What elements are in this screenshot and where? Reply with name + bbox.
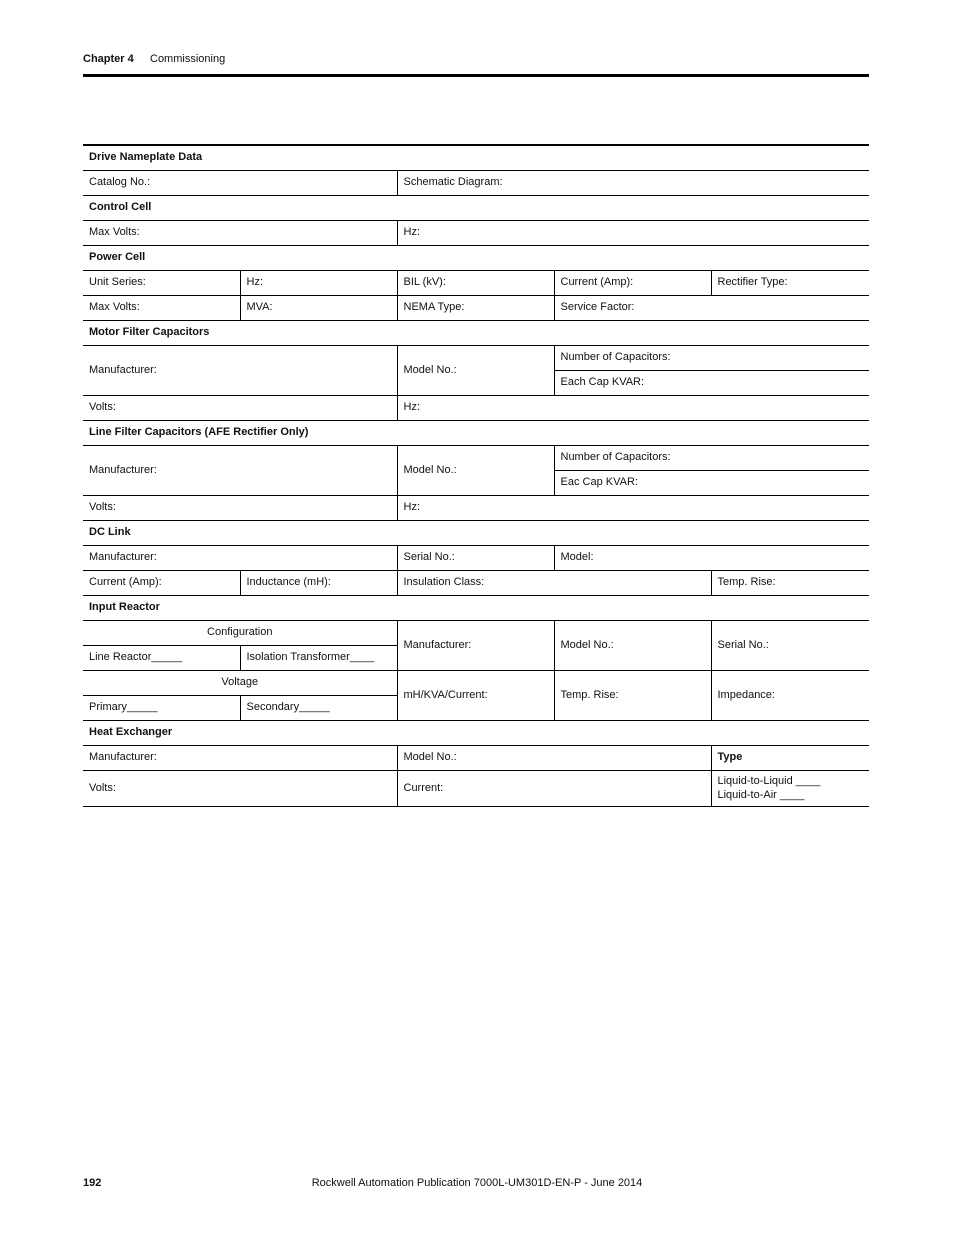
field-reactor-serial[interactable]: Serial No.: bbox=[711, 621, 869, 671]
section-row bbox=[83, 145, 869, 171]
section-title-motor-filter: Motor Filter Capacitors bbox=[83, 321, 869, 346]
field-heat-exchanger-volts[interactable]: Volts: bbox=[83, 771, 397, 807]
section-row bbox=[83, 321, 869, 346]
option-liquid-to-air[interactable]: Liquid-to-Air ____ bbox=[717, 788, 805, 801]
table-row bbox=[83, 346, 869, 371]
configuration-label: Configuration bbox=[83, 621, 397, 646]
section-title-line-filter: Line Filter Capacitors (AFE Rectifier Only) bbox=[83, 421, 869, 446]
field-line-reactor[interactable]: Line Reactor_____ bbox=[83, 646, 240, 671]
table-row bbox=[83, 271, 869, 296]
section-label: Commissioning bbox=[150, 53, 226, 65]
field-reactor-temp-rise[interactable]: Temp. Rise: bbox=[554, 671, 711, 721]
section-row bbox=[83, 246, 869, 271]
field-schematic-diagram[interactable]: Schematic Diagram: bbox=[397, 171, 869, 196]
field-rectifier-type[interactable]: Rectifier Type: bbox=[711, 271, 869, 296]
field-dc-link-model[interactable]: Model: bbox=[554, 546, 869, 571]
field-motor-filter-manufacturer[interactable]: Manufacturer: bbox=[83, 346, 397, 396]
table-row bbox=[83, 396, 869, 421]
field-secondary[interactable]: Secondary_____ bbox=[240, 696, 397, 721]
field-impedance[interactable]: Impedance: bbox=[711, 671, 869, 721]
field-line-filter-volts[interactable]: Volts: bbox=[83, 496, 397, 521]
field-dc-link-manufacturer[interactable]: Manufacturer: bbox=[83, 546, 397, 571]
field-power-max-volts[interactable]: Max Volts: bbox=[83, 296, 240, 321]
field-reactor-manufacturer[interactable]: Manufacturer: bbox=[397, 621, 554, 671]
field-line-filter-manufacturer[interactable]: Manufacturer: bbox=[83, 446, 397, 496]
field-catalog-no[interactable]: Catalog No.: bbox=[83, 171, 397, 196]
field-heat-exchanger-manufacturer[interactable]: Manufacturer: bbox=[83, 746, 397, 771]
section-row bbox=[83, 521, 869, 546]
field-power-current[interactable]: Current (Amp): bbox=[554, 271, 711, 296]
field-isolation-transformer[interactable]: Isolation Transformer____ bbox=[240, 646, 397, 671]
table-row bbox=[83, 546, 869, 571]
type-options bbox=[711, 771, 869, 807]
option-liquid-to-liquid[interactable]: Liquid-to-Liquid ____ bbox=[717, 775, 821, 788]
type-label: Type bbox=[711, 746, 869, 771]
field-dc-link-current[interactable]: Current (Amp): bbox=[83, 571, 240, 596]
field-mh-kva-current[interactable]: mH/KVA/Current: bbox=[397, 671, 554, 721]
field-dc-link-temp-rise[interactable]: Temp. Rise: bbox=[711, 571, 869, 596]
field-line-filter-num-caps[interactable]: Number of Capacitors: bbox=[554, 446, 869, 471]
field-motor-filter-model[interactable]: Model No.: bbox=[397, 346, 554, 396]
section-title-input-reactor: Input Reactor bbox=[83, 596, 869, 621]
field-dc-link-inductance[interactable]: Inductance (mH): bbox=[240, 571, 397, 596]
field-control-max-volts[interactable]: Max Volts: bbox=[83, 221, 397, 246]
page-number: 192 bbox=[83, 1177, 102, 1189]
nameplate-form-table bbox=[83, 144, 869, 807]
field-control-hz[interactable]: Hz: bbox=[397, 221, 869, 246]
table-row bbox=[83, 746, 869, 771]
field-mva[interactable]: MVA: bbox=[240, 296, 397, 321]
section-title-heat-exchanger: Heat Exchanger bbox=[83, 721, 869, 746]
section-title-dc-link: DC Link bbox=[83, 521, 869, 546]
field-nema-type[interactable]: NEMA Type: bbox=[397, 296, 554, 321]
table-row bbox=[83, 671, 869, 696]
section-row bbox=[83, 596, 869, 621]
table-row bbox=[83, 446, 869, 471]
field-service-factor[interactable]: Service Factor: bbox=[554, 296, 869, 321]
table-row bbox=[83, 171, 869, 196]
field-power-hz[interactable]: Hz: bbox=[240, 271, 397, 296]
voltage-label: Voltage bbox=[83, 671, 397, 696]
publication-info: Rockwell Automation Publication 7000L-UM301D-EN-P - June 2014 bbox=[311, 1177, 643, 1189]
field-reactor-model[interactable]: Model No.: bbox=[554, 621, 711, 671]
field-line-filter-each-cap[interactable]: Eac Cap KVAR: bbox=[554, 471, 869, 496]
section-title-control-cell: Control Cell bbox=[83, 196, 869, 221]
field-line-filter-model[interactable]: Model No.: bbox=[397, 446, 554, 496]
table-row bbox=[83, 621, 869, 646]
field-unit-series[interactable]: Unit Series: bbox=[83, 271, 240, 296]
field-motor-filter-each-cap[interactable]: Each Cap KVAR: bbox=[554, 371, 869, 396]
table-row bbox=[83, 771, 869, 807]
section-row bbox=[83, 196, 869, 221]
field-motor-filter-num-caps[interactable]: Number of Capacitors: bbox=[554, 346, 869, 371]
section-title-drive-nameplate: Drive Nameplate Data bbox=[83, 145, 869, 171]
field-heat-exchanger-model[interactable]: Model No.: bbox=[397, 746, 711, 771]
chapter-label: Chapter 4 bbox=[83, 53, 134, 65]
field-motor-filter-hz[interactable]: Hz: bbox=[397, 396, 869, 421]
table-row bbox=[83, 221, 869, 246]
table-row bbox=[83, 496, 869, 521]
field-heat-exchanger-current[interactable]: Current: bbox=[397, 771, 711, 807]
field-primary[interactable]: Primary_____ bbox=[83, 696, 240, 721]
section-row bbox=[83, 421, 869, 446]
field-motor-filter-volts[interactable]: Volts: bbox=[83, 396, 397, 421]
field-line-filter-hz[interactable]: Hz: bbox=[397, 496, 869, 521]
table-row bbox=[83, 571, 869, 596]
field-dc-link-serial[interactable]: Serial No.: bbox=[397, 546, 554, 571]
section-title-power-cell: Power Cell bbox=[83, 246, 869, 271]
field-dc-link-insulation[interactable]: Insulation Class: bbox=[397, 571, 711, 596]
table-row bbox=[83, 296, 869, 321]
field-bil[interactable]: BIL (kV): bbox=[397, 271, 554, 296]
section-row bbox=[83, 721, 869, 746]
header-rule bbox=[83, 74, 869, 77]
